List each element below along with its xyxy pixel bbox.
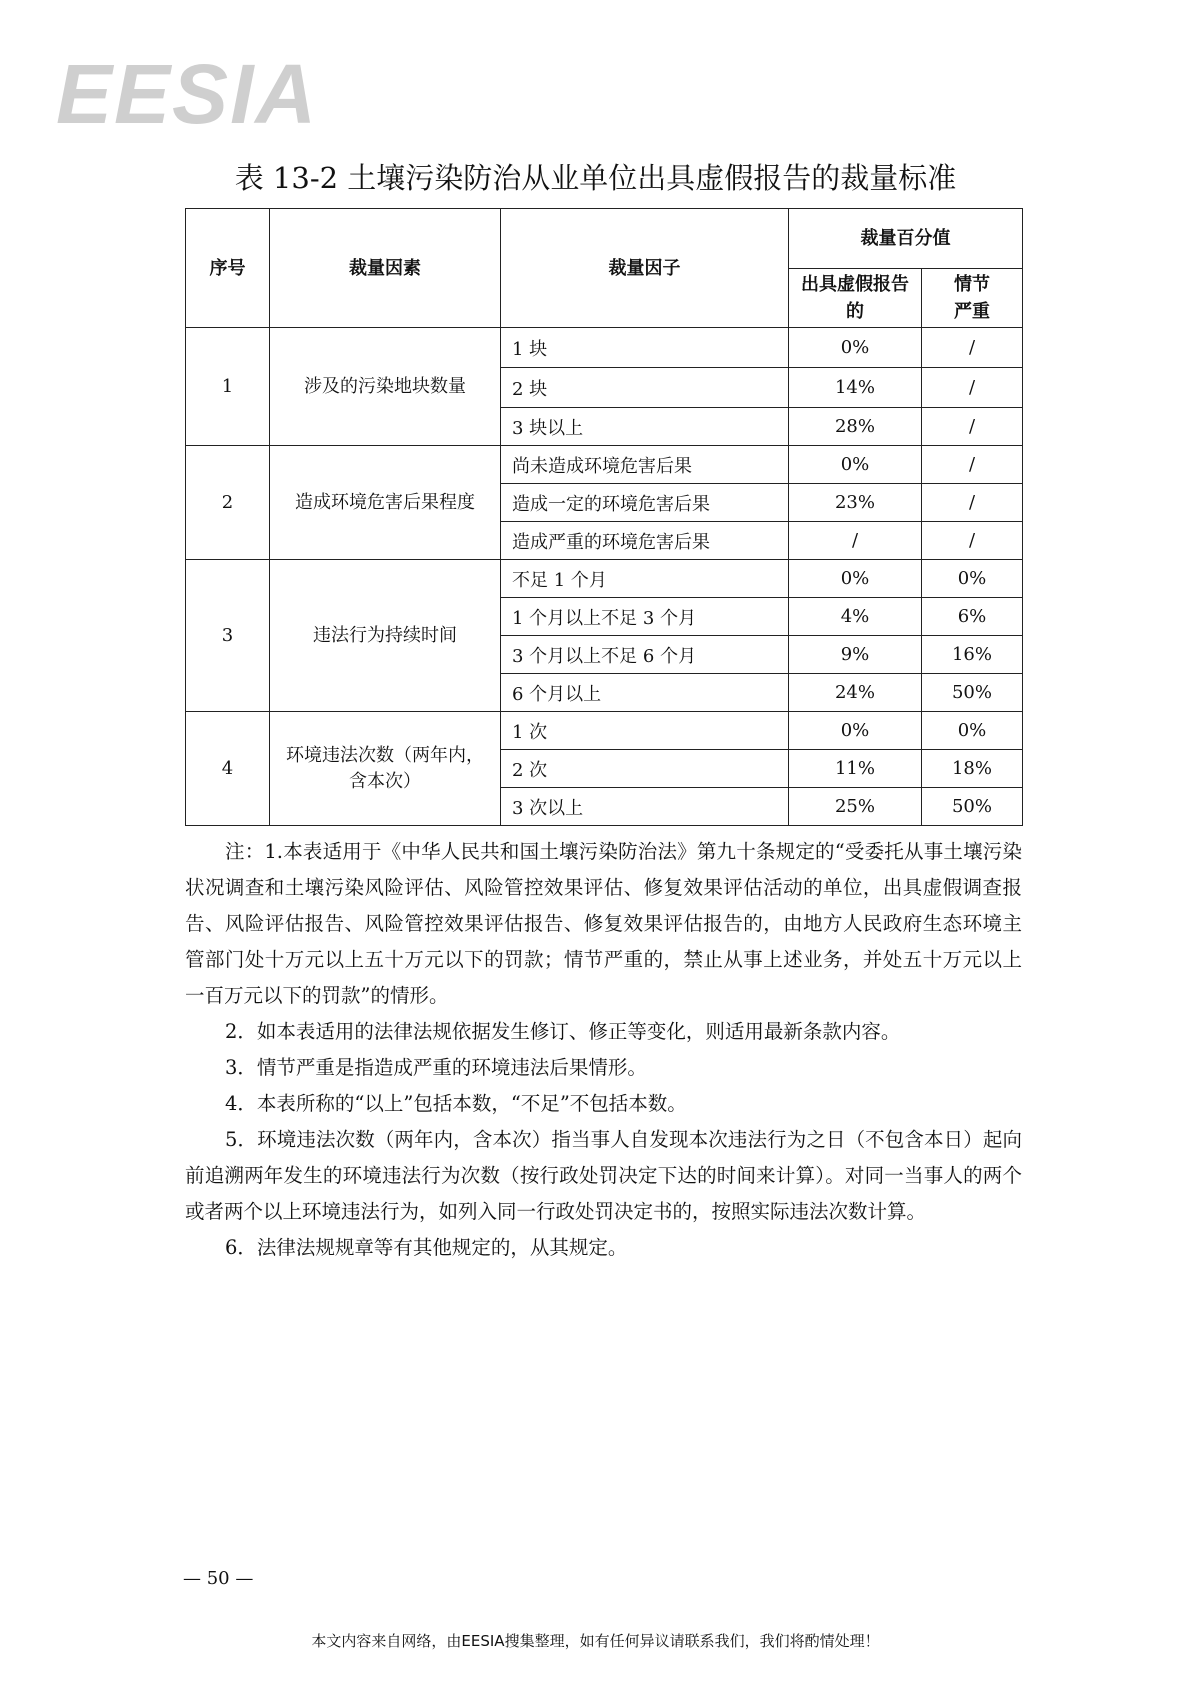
header-factor: 裁量因素: [270, 209, 501, 328]
group-index: 3: [186, 560, 270, 712]
value-a-cell: 0%: [789, 712, 922, 750]
header-subfactor: 裁量因子: [501, 209, 789, 328]
group-factor: 违法行为持续时间: [270, 560, 501, 712]
note-item: 5．环境违法次数（两年内，含本次）指当事人自发现本次违法行为之日（不包含本日）起向前追溯两年发生的环境违法行为次数（按行政处罚决定下达的时间来计算）。对同一当事人的两个或者两个以上环境违法行为，如列入同一行政处罚决定书的，按照实际违法次数计算。: [185, 1128, 1022, 1223]
value-a-cell: /: [789, 522, 922, 560]
value-a-cell: 4%: [789, 598, 922, 636]
value-b-cell: 18%: [922, 750, 1023, 788]
subfactor-cell: 3 个月以上不足 6 个月: [501, 636, 789, 674]
page-number: — 50 —: [183, 1568, 254, 1589]
header-index: 序号: [186, 209, 270, 328]
value-b-cell: 6%: [922, 598, 1023, 636]
group-factor: 涉及的污染地块数量: [270, 328, 501, 446]
value-b-cell: 50%: [922, 674, 1023, 712]
value-a-cell: 11%: [789, 750, 922, 788]
subfactor-cell: 2 块: [501, 368, 789, 408]
value-b-cell: 0%: [922, 712, 1023, 750]
value-a-cell: 23%: [789, 484, 922, 522]
note-item: 6．法律法规规章等有其他规定的，从其规定。: [225, 1236, 628, 1259]
value-a-cell: 28%: [789, 408, 922, 446]
note-item: 3．情节严重是指造成严重的环境违法后果情形。: [225, 1056, 647, 1079]
note-item: 2．如本表适用的法律法规依据发生修订、修正等变化，则适用最新条款内容。: [225, 1020, 901, 1043]
value-a-cell: 14%: [789, 368, 922, 408]
header-percent-group: 裁量百分值: [789, 209, 1023, 269]
value-b-cell: 50%: [922, 788, 1023, 826]
penalty-table: [185, 208, 1023, 826]
subfactor-cell: 3 次以上: [501, 788, 789, 826]
page-title: 表 13-2 土壤污染防治从业单位出具虚假报告的裁量标准: [234, 161, 957, 195]
value-b-cell: /: [922, 446, 1023, 484]
group-factor: 造成环境危害后果程度: [270, 446, 501, 560]
notes-section: [185, 834, 1022, 1266]
value-a-cell: 0%: [789, 328, 922, 368]
footer-disclaimer: 本文内容来自网络，由EESIA搜集整理，如有任何异议请联系我们，我们将酌情处理！: [311, 1632, 880, 1650]
table-row: [186, 446, 1023, 484]
value-a-cell: 25%: [789, 788, 922, 826]
group-index: 4: [186, 712, 270, 826]
subfactor-cell: 3 块以上: [501, 408, 789, 446]
value-b-cell: 16%: [922, 636, 1023, 674]
value-a-cell: 9%: [789, 636, 922, 674]
table-row: [186, 712, 1023, 750]
value-b-cell: /: [922, 408, 1023, 446]
value-a-cell: 24%: [789, 674, 922, 712]
subfactor-cell: 造成严重的环境危害后果: [501, 522, 789, 560]
subfactor-cell: 造成一定的环境危害后果: [501, 484, 789, 522]
subfactor-cell: 1 块: [501, 328, 789, 368]
header-col-b: 情节严重: [922, 269, 1023, 328]
header-col-a: 出具虚假报告的: [789, 269, 922, 328]
value-b-cell: 0%: [922, 560, 1023, 598]
subfactor-cell: 2 次: [501, 750, 789, 788]
table-row: [186, 560, 1023, 598]
value-b-cell: /: [922, 328, 1023, 368]
subfactor-cell: 尚未造成环境危害后果: [501, 446, 789, 484]
note-item: 4．本表所称的“以上”包括本数，“不足”不包括本数。: [225, 1092, 687, 1115]
value-b-cell: /: [922, 484, 1023, 522]
value-b-cell: /: [922, 522, 1023, 560]
eesia-logo: EESIA: [56, 47, 319, 141]
note-item: 注：1.本表适用于《中华人民共和国土壤污染防治法》第九十条规定的“受委托从事土壤污染状况调查和土壤污染风险评估、风险管控效果评估、修复效果评估活动的单位，出具虚假调查报告、风险评估报告、风险管控效果评估报告、修复效果评估报告的，由地方人民政府生态环境主管部门处十万元以上五十万元以下的罚款；情节严重的，禁止从事上述业务，并处五十万元以上一百万元以下的罚款”的情形。: [185, 840, 1022, 1007]
group-index: 1: [186, 328, 270, 446]
subfactor-cell: 1 次: [501, 712, 789, 750]
table-row: [186, 328, 1023, 368]
subfactor-cell: 不足 1 个月: [501, 560, 789, 598]
value-b-cell: /: [922, 368, 1023, 408]
subfactor-cell: 6 个月以上: [501, 674, 789, 712]
group-index: 2: [186, 446, 270, 560]
subfactor-cell: 1 个月以上不足 3 个月: [501, 598, 789, 636]
value-a-cell: 0%: [789, 446, 922, 484]
value-a-cell: 0%: [789, 560, 922, 598]
group-factor: 环境违法次数（两年内，含本次）: [270, 712, 501, 826]
